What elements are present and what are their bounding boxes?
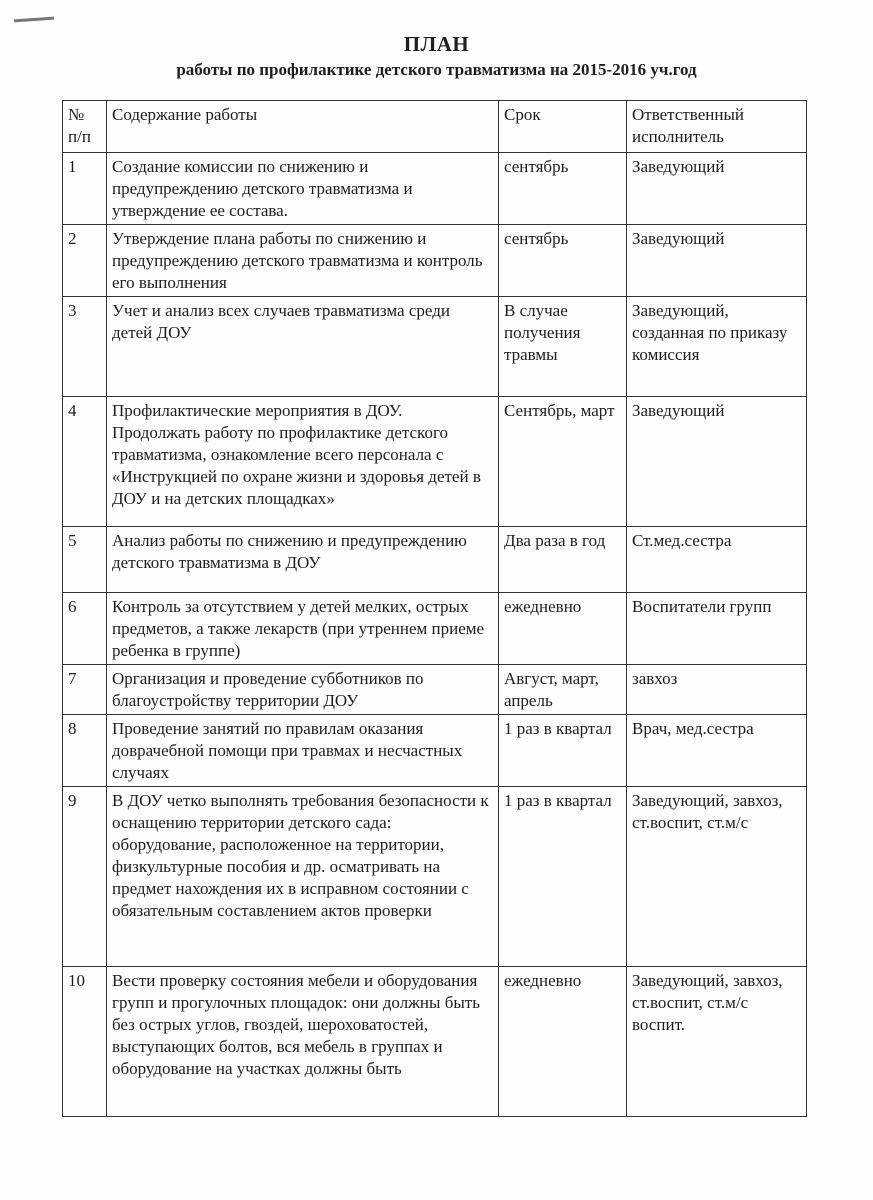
table-row <box>63 527 807 593</box>
row-num: 10 <box>63 967 107 1117</box>
row-term: Сентябрь, март <box>499 397 627 527</box>
row-term: 1 раз в квартал <box>499 787 627 967</box>
row-responsible: Заведующий, завхоз, ст.воспит, ст.м/с <box>627 787 807 967</box>
table-row <box>63 593 807 665</box>
row-num: 2 <box>63 225 107 297</box>
header-content: Содержание работы <box>107 101 499 153</box>
row-responsible: Воспитатели групп <box>627 593 807 665</box>
row-responsible: Заведующий <box>627 153 807 225</box>
row-term: ежедневно <box>499 967 627 1117</box>
row-term: сентябрь <box>499 225 627 297</box>
row-responsible: завхоз <box>627 665 807 715</box>
row-content: Контроль за отсутствием у детей мелких, острых предметов, а также лекарств (при утреннем приеме ребенка в группе) <box>107 593 499 665</box>
row-num: 6 <box>63 593 107 665</box>
row-num: 3 <box>63 297 107 397</box>
row-num: 8 <box>63 715 107 787</box>
row-num: 9 <box>63 787 107 967</box>
row-responsible: Заведующий, созданная по приказу комиссия <box>627 297 807 397</box>
table-header-row <box>63 101 807 153</box>
table-row <box>63 153 807 225</box>
table-row <box>63 397 807 527</box>
row-content: Учет и анализ всех случаев травматизма среди детей ДОУ <box>107 297 499 397</box>
row-term: В случае получения травмы <box>499 297 627 397</box>
row-term: сентябрь <box>499 153 627 225</box>
table-row <box>63 715 807 787</box>
row-content: Профилактические мероприятия в ДОУ. Продолжать работу по профилактике детского травматизма, ознакомление всего персонала с «Инструкцией по охране жизни и здоровья детей в ДОУ и на детских площадках» <box>107 397 499 527</box>
document-subtitle: работы по профилактике детского травматизма на 2015-2016 уч.год <box>176 60 697 79</box>
header-num: № п/п <box>63 101 107 153</box>
row-num: 4 <box>63 397 107 527</box>
plan-table <box>62 100 807 1117</box>
row-content: Организация и проведение субботников по благоустройству территории ДОУ <box>107 665 499 715</box>
row-content: Проведение занятий по правилам оказания доврачебной помощи при травмах и несчастных случаях <box>107 715 499 787</box>
table-row <box>63 225 807 297</box>
row-num: 5 <box>63 527 107 593</box>
table-row <box>63 967 807 1117</box>
row-content: Утверждение плана работы по снижению и предупреждению детского травматизма и контроль его выполнения <box>107 225 499 297</box>
row-responsible: Врач, мед.сестра <box>627 715 807 787</box>
row-content: Вести проверку состояния мебели и оборудования групп и прогулочных площадок: они должны быть без острых углов, гвоздей, шероховатостей, выступающих болтов, вся мебель в группах и оборудование на участках должны быть <box>107 967 499 1117</box>
row-num: 1 <box>63 153 107 225</box>
plan-table-body <box>63 101 807 1117</box>
row-content: Анализ работы по снижению и предупреждению детского травматизма в ДОУ <box>107 527 499 593</box>
table-row <box>63 665 807 715</box>
header-term: Срок <box>499 101 627 153</box>
table-row <box>63 297 807 397</box>
row-responsible: Заведующий <box>627 397 807 527</box>
row-responsible: Заведующий, завхоз, ст.воспит, ст.м/с воспит. <box>627 967 807 1117</box>
document-title: ПЛАН <box>403 32 470 56</box>
row-term: Август, март, апрель <box>499 665 627 715</box>
scan-mark <box>14 17 54 23</box>
row-responsible: Заведующий <box>627 225 807 297</box>
header-responsible: Ответственный исполнитель <box>627 101 807 153</box>
row-term: 1 раз в квартал <box>499 715 627 787</box>
row-term: ежедневно <box>499 593 627 665</box>
row-content: В ДОУ четко выполнять требования безопасности к оснащению территории детского сада: оборудование, расположенное на территории, физкультурные пособия и др. осматривать на предмет нахождения их в исправном состоянии с обязательным составлением актов проверки <box>107 787 499 967</box>
row-responsible: Ст.мед.сестра <box>627 527 807 593</box>
row-num: 7 <box>63 665 107 715</box>
table-row <box>63 787 807 967</box>
row-content: Создание комиссии по снижению и предупреждению детского травматизма и утверждение ее состава. <box>107 153 499 225</box>
row-term: Два раза в год <box>499 527 627 593</box>
